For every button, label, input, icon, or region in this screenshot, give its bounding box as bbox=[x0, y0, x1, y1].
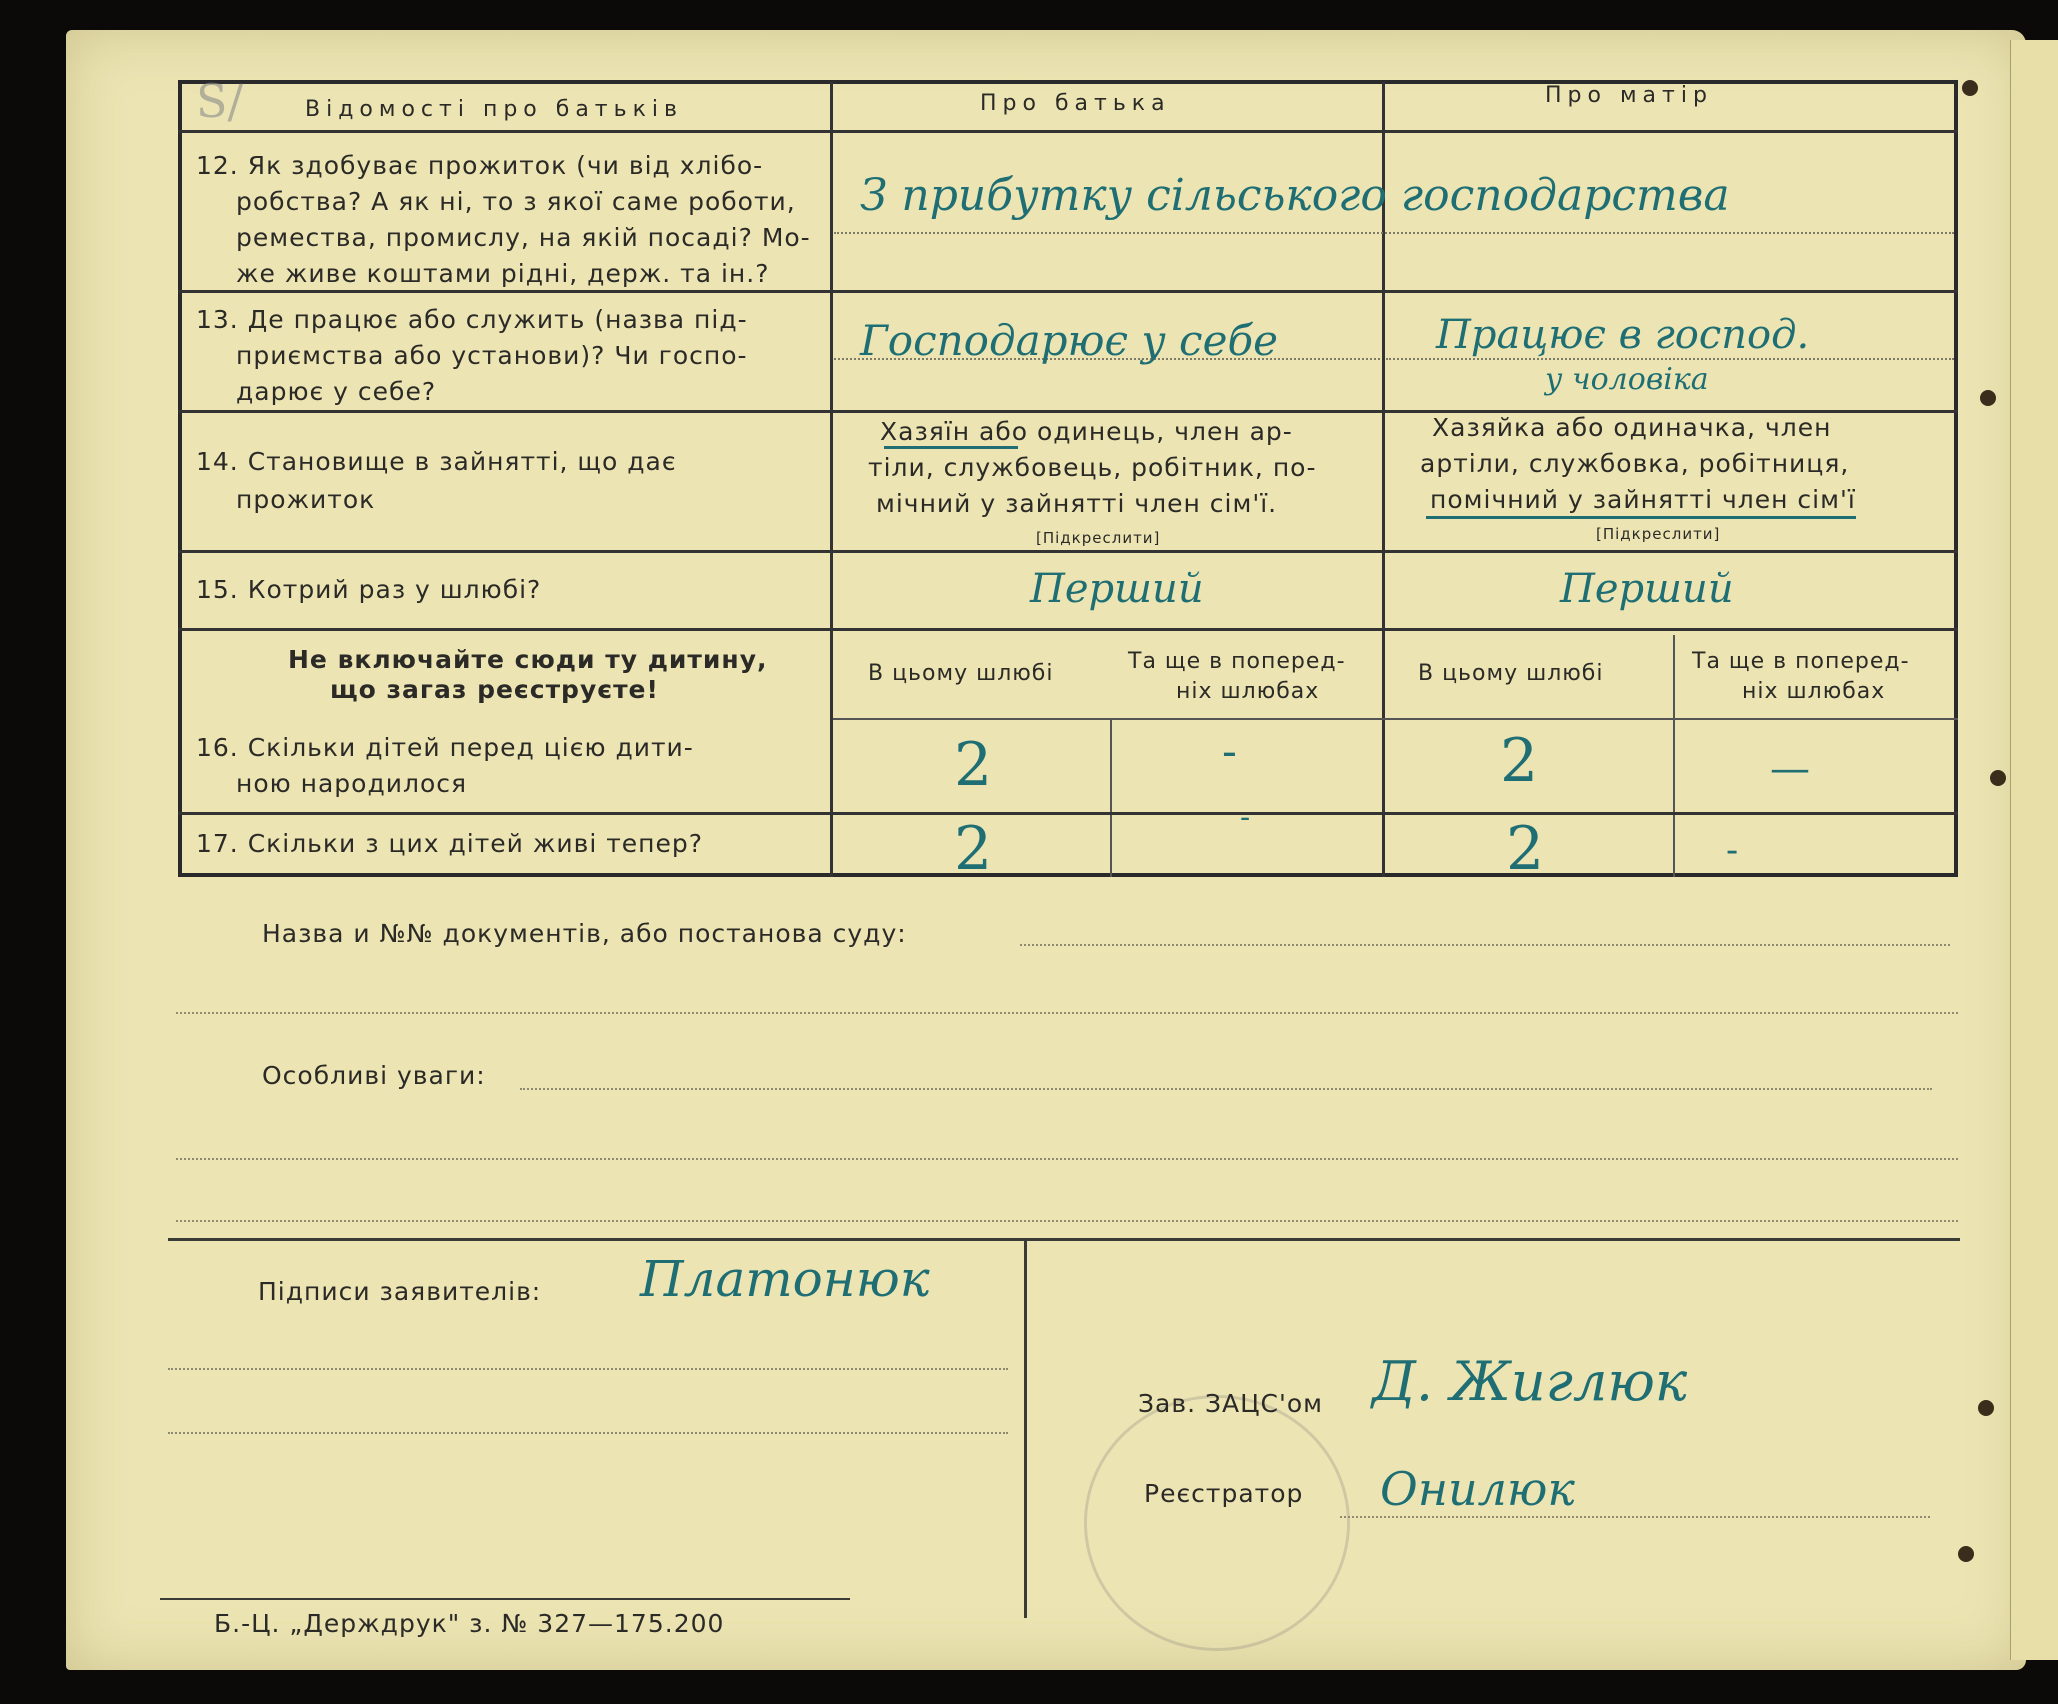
father-this-marriage: В цьому шлюбі bbox=[868, 661, 1054, 686]
q14-father-note: [Підкреслити] bbox=[1036, 529, 1161, 547]
print-rule bbox=[160, 1598, 850, 1600]
punch-hole bbox=[1990, 770, 2006, 786]
q15-label: 15. Котрий раз у шлюбі? bbox=[196, 575, 542, 604]
q14-father-opt3: мічний у зайнятті член сім'ї. bbox=[876, 489, 1278, 518]
q12-line2: робства? А як ні, то з якої саме роботи, bbox=[236, 187, 796, 216]
section-divider-vertical bbox=[1024, 1240, 1027, 1618]
q14-father-opt1: Хазяїн або одинець, член ар- bbox=[880, 417, 1293, 446]
col-divider bbox=[830, 82, 833, 877]
head-signature: Д. Жиглюк bbox=[1372, 1350, 1688, 1413]
q16-mother-prev: — bbox=[1770, 746, 1810, 792]
q16-father-this: 2 bbox=[954, 730, 993, 800]
father-prev-1: Та ще в поперед- bbox=[1128, 649, 1346, 674]
signatures-label: Підписи заявителів: bbox=[258, 1277, 542, 1306]
q16-mother-this: 2 bbox=[1500, 726, 1539, 796]
q13-mother-handwritten: Працює в господ. bbox=[1436, 312, 1810, 358]
q12-line1: 12. Як здобуває прожиток (чи від хлібо- bbox=[196, 151, 764, 180]
q14-line1: 14. Становище в зайнятті, що дає bbox=[196, 447, 677, 476]
applicant-signature: Платонюк bbox=[640, 1250, 930, 1308]
q16-line2: ною народилося bbox=[236, 769, 468, 798]
punch-hole bbox=[1958, 1546, 1974, 1562]
head-label: Зав. ЗАЦС'ом bbox=[1138, 1389, 1323, 1418]
children-warning-1: Не включайте сюди ту дитину, bbox=[288, 645, 768, 674]
registrar-signature: Онилюк bbox=[1380, 1462, 1575, 1516]
children-warning-2: що загаз реєструєте! bbox=[330, 675, 659, 704]
row-divider bbox=[178, 628, 1958, 631]
q15-mother-handwritten: Перший bbox=[1560, 566, 1734, 612]
next-page-edge bbox=[2010, 40, 2058, 1660]
archive-mark: S/ bbox=[196, 74, 244, 128]
row-divider bbox=[833, 718, 1958, 720]
q13-line3: дарює у себе? bbox=[236, 377, 437, 406]
mother-prev-2: ніх шлюбах bbox=[1742, 679, 1886, 704]
col-divider bbox=[1110, 718, 1112, 877]
q14-mother-opt1: Хазяйка або одиначка, член bbox=[1432, 413, 1832, 442]
q17-label: 17. Скільки з цих дітей живі тепер? bbox=[196, 829, 704, 858]
punch-hole bbox=[1980, 390, 1996, 406]
row-divider bbox=[178, 130, 1958, 133]
header-mother: Про матір bbox=[1545, 83, 1713, 108]
q13-father-handwritten: Господарює у себе bbox=[860, 316, 1278, 365]
q15-father-handwritten: Перший bbox=[1030, 566, 1204, 612]
q17-mother-this: 2 bbox=[1506, 814, 1545, 884]
father-prev-2: ніх шлюбах bbox=[1176, 679, 1320, 704]
col-divider bbox=[1673, 635, 1675, 877]
q16-line1: 16. Скільки дітей перед цією дити- bbox=[196, 733, 694, 762]
q12-answer-handwritten: З прибутку сільського господарства bbox=[860, 170, 1730, 221]
q17-father-prev: - bbox=[1240, 800, 1251, 835]
mother-this-marriage: В цьому шлюбі bbox=[1418, 661, 1604, 686]
row-divider bbox=[178, 812, 1958, 815]
underline-mark bbox=[1426, 516, 1856, 519]
documents-label: Назва и №№ документів, або постанова суду: bbox=[262, 919, 907, 948]
punch-hole bbox=[1962, 80, 1978, 96]
underline-mark bbox=[884, 446, 1018, 449]
print-imprint: Б.-Ц. „Держдрук" з. № 327—175.200 bbox=[214, 1609, 725, 1638]
header-father: Про батька bbox=[980, 91, 1171, 116]
q14-mother-note: [Підкреслити] bbox=[1596, 525, 1721, 543]
registrar-label: Реєстратор bbox=[1144, 1479, 1304, 1508]
q14-line2: прожиток bbox=[236, 485, 376, 514]
section-divider bbox=[168, 1238, 1960, 1241]
q16-father-prev: - bbox=[1222, 726, 1237, 777]
mother-prev-1: Та ще в поперед- bbox=[1692, 649, 1910, 674]
q13-line2: приємства або установи)? Чи госпо- bbox=[236, 341, 748, 370]
header-parents-info: Відомості про батьків bbox=[305, 97, 683, 122]
q12-line3: ремества, промислу, на якій посаді? Мо- bbox=[236, 223, 811, 252]
special-notes-label: Особливі уваги: bbox=[262, 1061, 486, 1090]
q14-mother-opt2: артіли, службовка, робітниця, bbox=[1420, 449, 1850, 478]
q14-father-opt2: тіли, службовець, робітник, по- bbox=[868, 453, 1317, 482]
q13-line1: 13. Де працює або служить (назва під- bbox=[196, 305, 748, 334]
q17-father-this: 2 bbox=[954, 814, 993, 884]
faded-seal bbox=[1084, 1395, 1350, 1651]
q13-mother-handwritten-2: у чоловіка bbox=[1545, 362, 1709, 397]
q12-line4: же живе коштами рідні, держ. та ін.? bbox=[236, 259, 770, 288]
punch-hole bbox=[1978, 1400, 1994, 1416]
q14-mother-opt3: помічний у зайнятті член сім'ї bbox=[1430, 485, 1856, 514]
q17-mother-prev: - bbox=[1726, 830, 1739, 871]
